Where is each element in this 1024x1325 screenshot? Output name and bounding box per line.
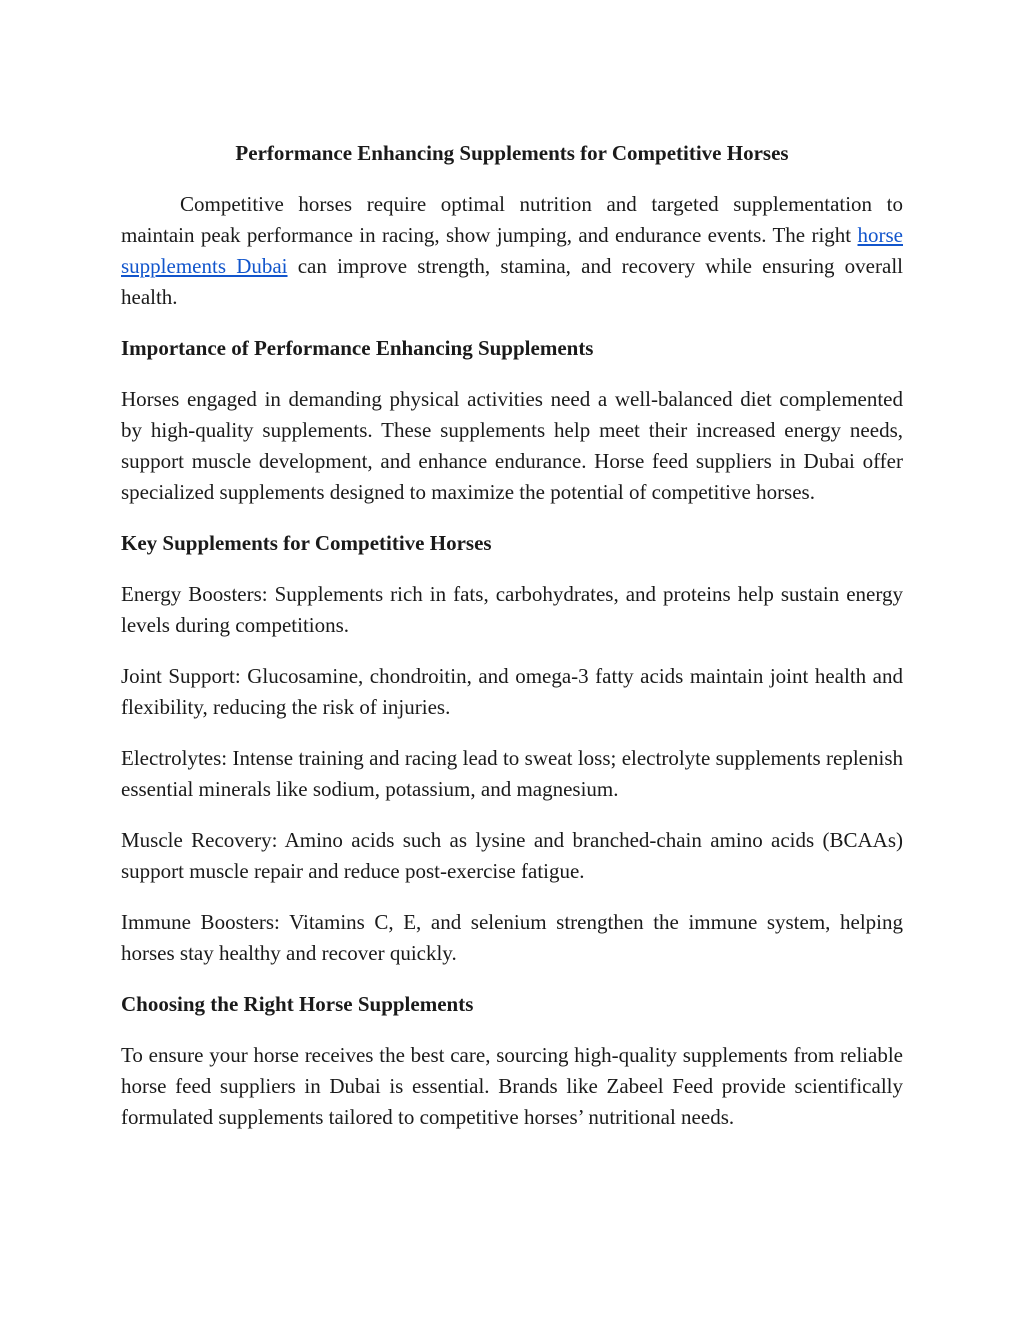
supplement-item-electrolytes: Electrolytes: Intense training and racing lead to sweat loss; electrolyte supplements replenish essential minerals like sodium, potassium, and magnesium. bbox=[121, 746, 903, 801]
intro-text-after-link: can improve strength, stamina, and recovery while ensuring overall health. bbox=[121, 254, 903, 309]
section-heading-choosing: Choosing the Right Horse Supplements bbox=[121, 992, 474, 1016]
choosing-paragraph: To ensure your horse receives the best care, sourcing high-quality supplements from reliable horse feed suppliers in Dubai is essential. Brands like Zabeel Feed provide scientifically formulated supplements tailored to competitive horses’ nutritional needs. bbox=[121, 1043, 903, 1129]
importance-paragraph: Horses engaged in demanding physical activities need a well-balanced diet complemented by high-quality supplements. These supplements help meet their increased energy needs, support muscle development, and enhance endurance. Horse feed suppliers in Dubai offer specialized supplements designed to maximize the potential of competitive horses. bbox=[121, 387, 903, 504]
document-title: Performance Enhancing Supplements for Competitive Horses bbox=[235, 141, 789, 165]
document-page bbox=[121, 138, 903, 1153]
supplement-item-energy-boosters: Energy Boosters: Supplements rich in fats, carbohydrates, and proteins help sustain energy levels during competitions. bbox=[121, 582, 903, 637]
horse-supplements-dubai-link[interactable]: horse supplements Dubai bbox=[121, 223, 903, 278]
supplement-item-muscle-recovery: Muscle Recovery: Amino acids such as lysine and branched-chain amino acids (BCAAs) support muscle repair and reduce post-exercise fatigue. bbox=[121, 828, 903, 883]
intro-paragraph bbox=[121, 189, 903, 313]
intro-text-before-link: Competitive horses require optimal nutrition and targeted supplementation to maintain peak performance in racing, show jumping, and endurance events. The right bbox=[121, 192, 903, 247]
section-heading-key-supplements: Key Supplements for Competitive Horses bbox=[121, 531, 492, 555]
section-heading-importance: Importance of Performance Enhancing Supplements bbox=[121, 336, 594, 360]
supplement-item-immune-boosters: Immune Boosters: Vitamins C, E, and selenium strengthen the immune system, helping horses stay healthy and recover quickly. bbox=[121, 910, 903, 965]
supplement-item-joint-support: Joint Support: Glucosamine, chondroitin, and omega-3 fatty acids maintain joint health and flexibility, reducing the risk of injuries. bbox=[121, 664, 903, 719]
